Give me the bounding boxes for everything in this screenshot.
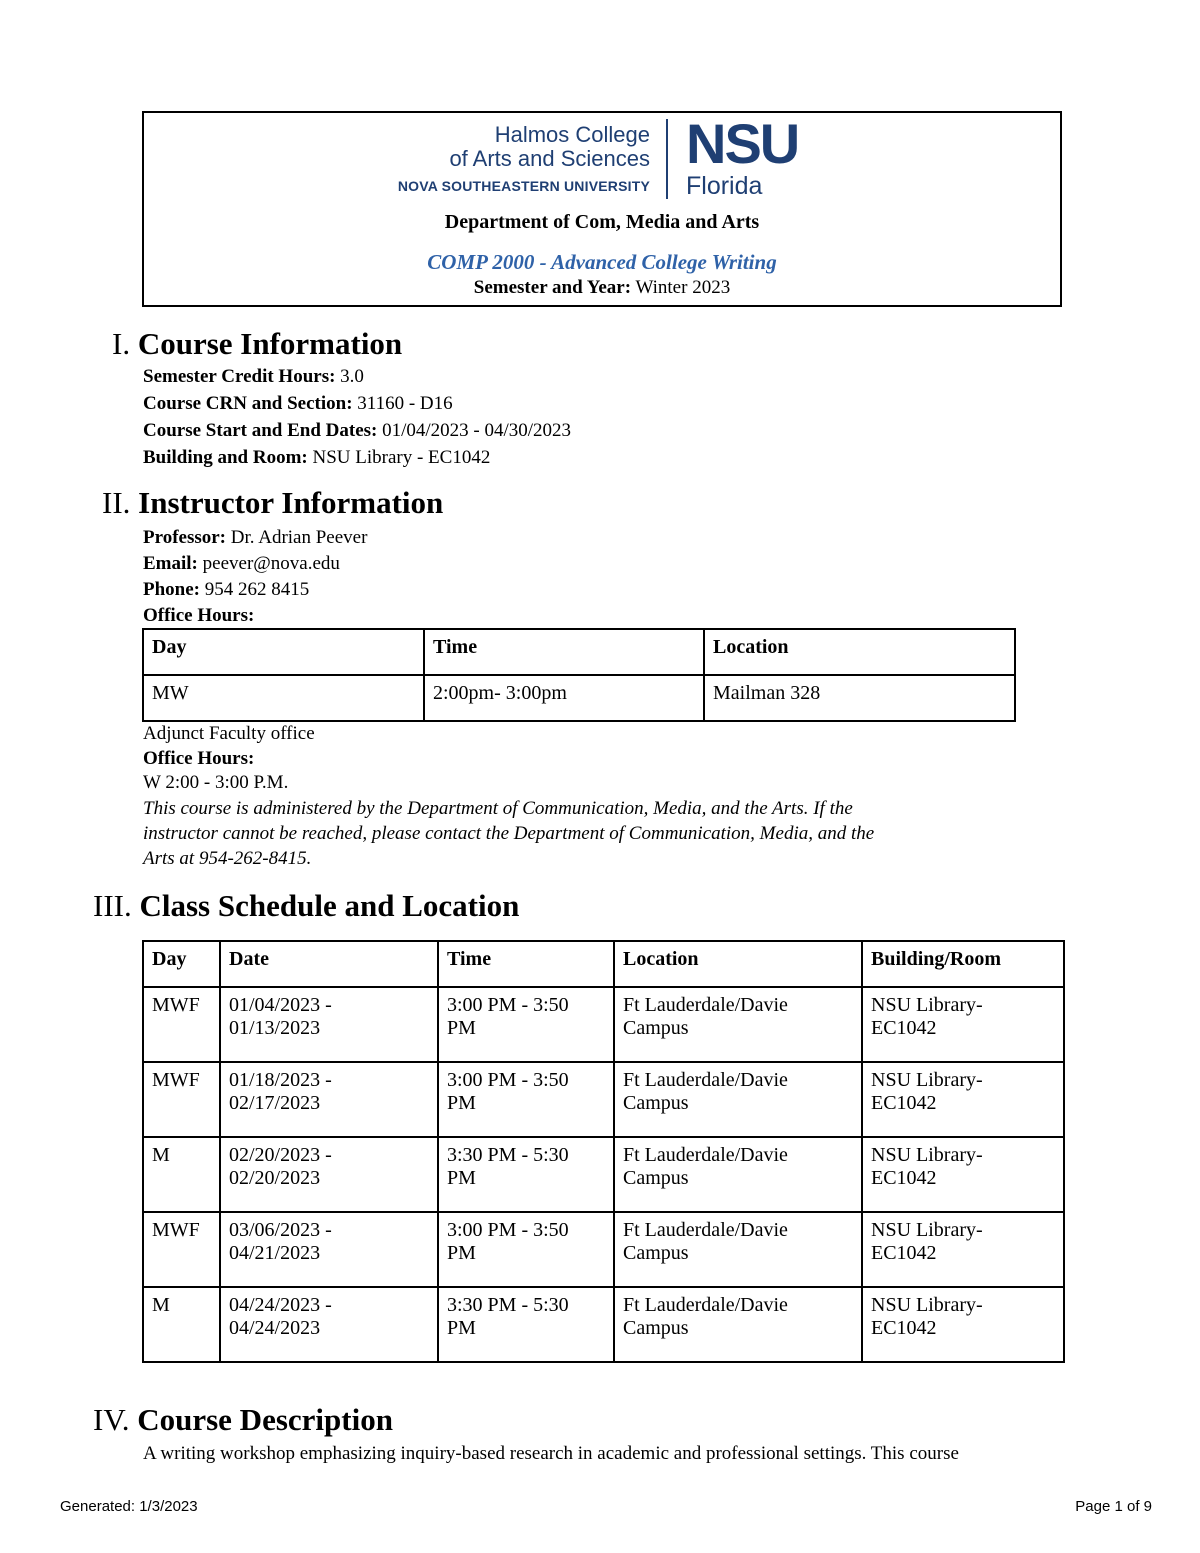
cell-line: EC1042 [871, 1092, 937, 1114]
cell-line: NSU Library- [871, 994, 983, 1016]
cell-line: 3:30 PM - 5:30 [447, 1144, 569, 1166]
room-label: Building and Room: [143, 447, 308, 468]
section-title: Instructor Information [138, 485, 444, 520]
dates-value: 01/04/2023 - 04/30/2023 [382, 420, 572, 441]
crn-label: Course CRN and Section: [143, 393, 353, 414]
credit-value: 3.0 [340, 366, 364, 387]
section-title: Course Description [137, 1402, 393, 1437]
cell-line: NSU Library- [871, 1144, 983, 1166]
cell-line: Ft Lauderdale/Davie [623, 994, 788, 1016]
phone-label: Phone: [143, 579, 200, 600]
header-box [142, 111, 1062, 307]
table-cell [220, 1287, 438, 1362]
cell-line: 3:00 PM - 3:50 [447, 1219, 569, 1241]
section-title: Class Schedule and Location [139, 888, 520, 923]
table-cell [614, 1137, 862, 1212]
table-cell: 2:00pm- 3:00pm [424, 675, 704, 721]
logo-college-line1: Halmos College [494, 122, 650, 147]
cell-line: 02/17/2023 [229, 1092, 321, 1114]
section-number: I. [112, 326, 131, 361]
section-heading-class-schedule [93, 888, 519, 924]
logo-divider [666, 119, 668, 199]
admin-note-line1: This course is administered by the Department of Communication, Media, and the Arts. If the [143, 798, 853, 819]
semester-year [144, 277, 1060, 299]
table-cell [220, 1062, 438, 1137]
office-hours-value-2: W 2:00 - 3:00 P.M. [143, 772, 289, 793]
logo-college-line2: of Arts and Sciences [449, 146, 650, 171]
college-logo-text [380, 123, 650, 197]
section-heading-course-description [93, 1402, 393, 1438]
cell-line: Campus [623, 1092, 689, 1114]
cell-line: 01/18/2023 - [229, 1069, 332, 1091]
cell-line: Ft Lauderdale/Davie [623, 1144, 788, 1166]
table-header-cell: Location [704, 629, 1015, 675]
section-number: IV. [93, 1402, 130, 1437]
table-cell [862, 1062, 1064, 1137]
table-cell [438, 987, 614, 1062]
table-cell [438, 1137, 614, 1212]
cell-line: 01/04/2023 - [229, 994, 332, 1016]
table-cell [862, 1212, 1064, 1287]
section-number: III. [93, 888, 132, 923]
section-heading-course-info [112, 326, 402, 362]
table-cell [614, 1287, 862, 1362]
table-header-cell: Day [143, 629, 424, 675]
cell-line: EC1042 [871, 1017, 937, 1039]
office-hours-label: Office Hours: [143, 605, 255, 626]
course-description-text: A writing workshop emphasizing inquiry-based research in academic and professional settings. This course [143, 1443, 959, 1464]
table-cell [862, 987, 1064, 1062]
table-cell [614, 1062, 862, 1137]
table-header-cell: Time [438, 941, 614, 987]
cell-line: PM [447, 1167, 476, 1189]
section-title: Course Information [137, 326, 403, 361]
cell-line: Campus [623, 1242, 689, 1264]
admin-note-line3: Arts at 954-262-8415. [143, 848, 312, 869]
dates-line [143, 420, 571, 442]
cell-line: 02/20/2023 [229, 1167, 321, 1189]
cell-line: 3:00 PM - 3:50 [447, 1069, 569, 1091]
credit-hours-line [143, 366, 364, 388]
table-cell: M [143, 1287, 220, 1362]
office-hours-table [142, 628, 1016, 722]
table-cell [438, 1062, 614, 1137]
office-hours-label-2: Office Hours: [143, 748, 255, 769]
course-title: COMP 2000 - Advanced College Writing [427, 250, 777, 274]
cell-line: 3:30 PM - 5:30 [447, 1294, 569, 1316]
table-cell [614, 1212, 862, 1287]
email-label: Email: [143, 553, 198, 574]
logo-nsu: NSU [686, 112, 799, 175]
cell-line: EC1042 [871, 1242, 937, 1264]
table-cell [614, 987, 862, 1062]
cell-line: PM [447, 1242, 476, 1264]
cell-line: 03/06/2023 - [229, 1219, 332, 1241]
professor-label: Professor: [143, 527, 227, 548]
professor-value: Dr. Adrian Peever [230, 527, 368, 548]
table-cell [220, 987, 438, 1062]
table-cell: MW [143, 675, 424, 721]
table-row [143, 1287, 1064, 1362]
cell-line: 01/13/2023 [229, 1017, 321, 1039]
room-value: NSU Library - EC1042 [312, 447, 491, 468]
phone-line [143, 579, 309, 601]
cell-line: 02/20/2023 - [229, 1144, 332, 1166]
email-line [143, 553, 340, 575]
email-value: peever@nova.edu [202, 553, 340, 574]
cell-line: PM [447, 1317, 476, 1339]
cell-line: PM [447, 1092, 476, 1114]
professor-line [143, 527, 367, 549]
cell-line: 04/21/2023 [229, 1242, 321, 1264]
table-header-cell: Day [143, 941, 220, 987]
cell-line: Ft Lauderdale/Davie [623, 1294, 788, 1316]
table-cell: Mailman 328 [704, 675, 1015, 721]
cell-line: Campus [623, 1317, 689, 1339]
logo-university: NOVA SOUTHEASTERN UNIVERSITY [397, 178, 650, 194]
cell-line: Ft Lauderdale/Davie [623, 1219, 788, 1241]
cell-line: NSU Library- [871, 1219, 983, 1241]
table-cell [862, 1137, 1064, 1212]
department-name: Department of Com, Media and Arts [444, 211, 760, 233]
table-cell: MWF [143, 1212, 220, 1287]
table-row [143, 1062, 1064, 1137]
nsu-logo [686, 112, 799, 200]
crn-value: 31160 - D16 [357, 393, 453, 414]
class-schedule-table [142, 940, 1065, 1363]
admin-note-line2: instructor cannot be reached, please contact the Department of Communication, Media, and the [143, 823, 875, 844]
phone-value: 954 262 8415 [204, 579, 310, 600]
table-header-cell: Building/Room [862, 941, 1064, 987]
table-header-row [143, 629, 1015, 675]
table-cell [438, 1287, 614, 1362]
table-header-cell: Time [424, 629, 704, 675]
cell-line: PM [447, 1017, 476, 1039]
footer-page-number: Page 1 of 9 [1075, 1498, 1152, 1515]
table-cell [220, 1137, 438, 1212]
cell-line: 04/24/2023 - [229, 1294, 332, 1316]
cell-line: NSU Library- [871, 1294, 983, 1316]
cell-line: EC1042 [871, 1317, 937, 1339]
adjunct-office-text: Adjunct Faculty office [143, 723, 315, 744]
room-line [143, 447, 490, 469]
cell-line: Campus [623, 1167, 689, 1189]
cell-line: 04/24/2023 [229, 1317, 321, 1339]
cell-line: 3:00 PM - 3:50 [447, 994, 569, 1016]
table-cell: MWF [143, 1062, 220, 1137]
table-row [143, 1137, 1064, 1212]
table-row [143, 1212, 1064, 1287]
table-cell: M [143, 1137, 220, 1212]
section-number: II. [102, 485, 131, 520]
table-cell: MWF [143, 987, 220, 1062]
credit-label: Semester Credit Hours: [143, 366, 336, 387]
table-cell [862, 1287, 1064, 1362]
semester-label: Semester and Year: [473, 277, 632, 298]
table-header-cell: Location [614, 941, 862, 987]
cell-line: EC1042 [871, 1167, 937, 1189]
table-header-row [143, 941, 1064, 987]
cell-line: Campus [623, 1017, 689, 1039]
table-header-cell: Date [220, 941, 438, 987]
logo-florida: Florida [686, 172, 763, 200]
table-row [143, 987, 1064, 1062]
section-heading-instructor-info [102, 485, 443, 521]
semester-value: Winter 2023 [635, 277, 731, 298]
footer-generated: Generated: 1/3/2023 [60, 1498, 198, 1515]
dates-label: Course Start and End Dates: [143, 420, 378, 441]
table-row [143, 675, 1015, 721]
cell-line: Ft Lauderdale/Davie [623, 1069, 788, 1091]
crn-line [143, 393, 453, 415]
cell-line: NSU Library- [871, 1069, 983, 1091]
table-cell [220, 1212, 438, 1287]
table-cell [438, 1212, 614, 1287]
